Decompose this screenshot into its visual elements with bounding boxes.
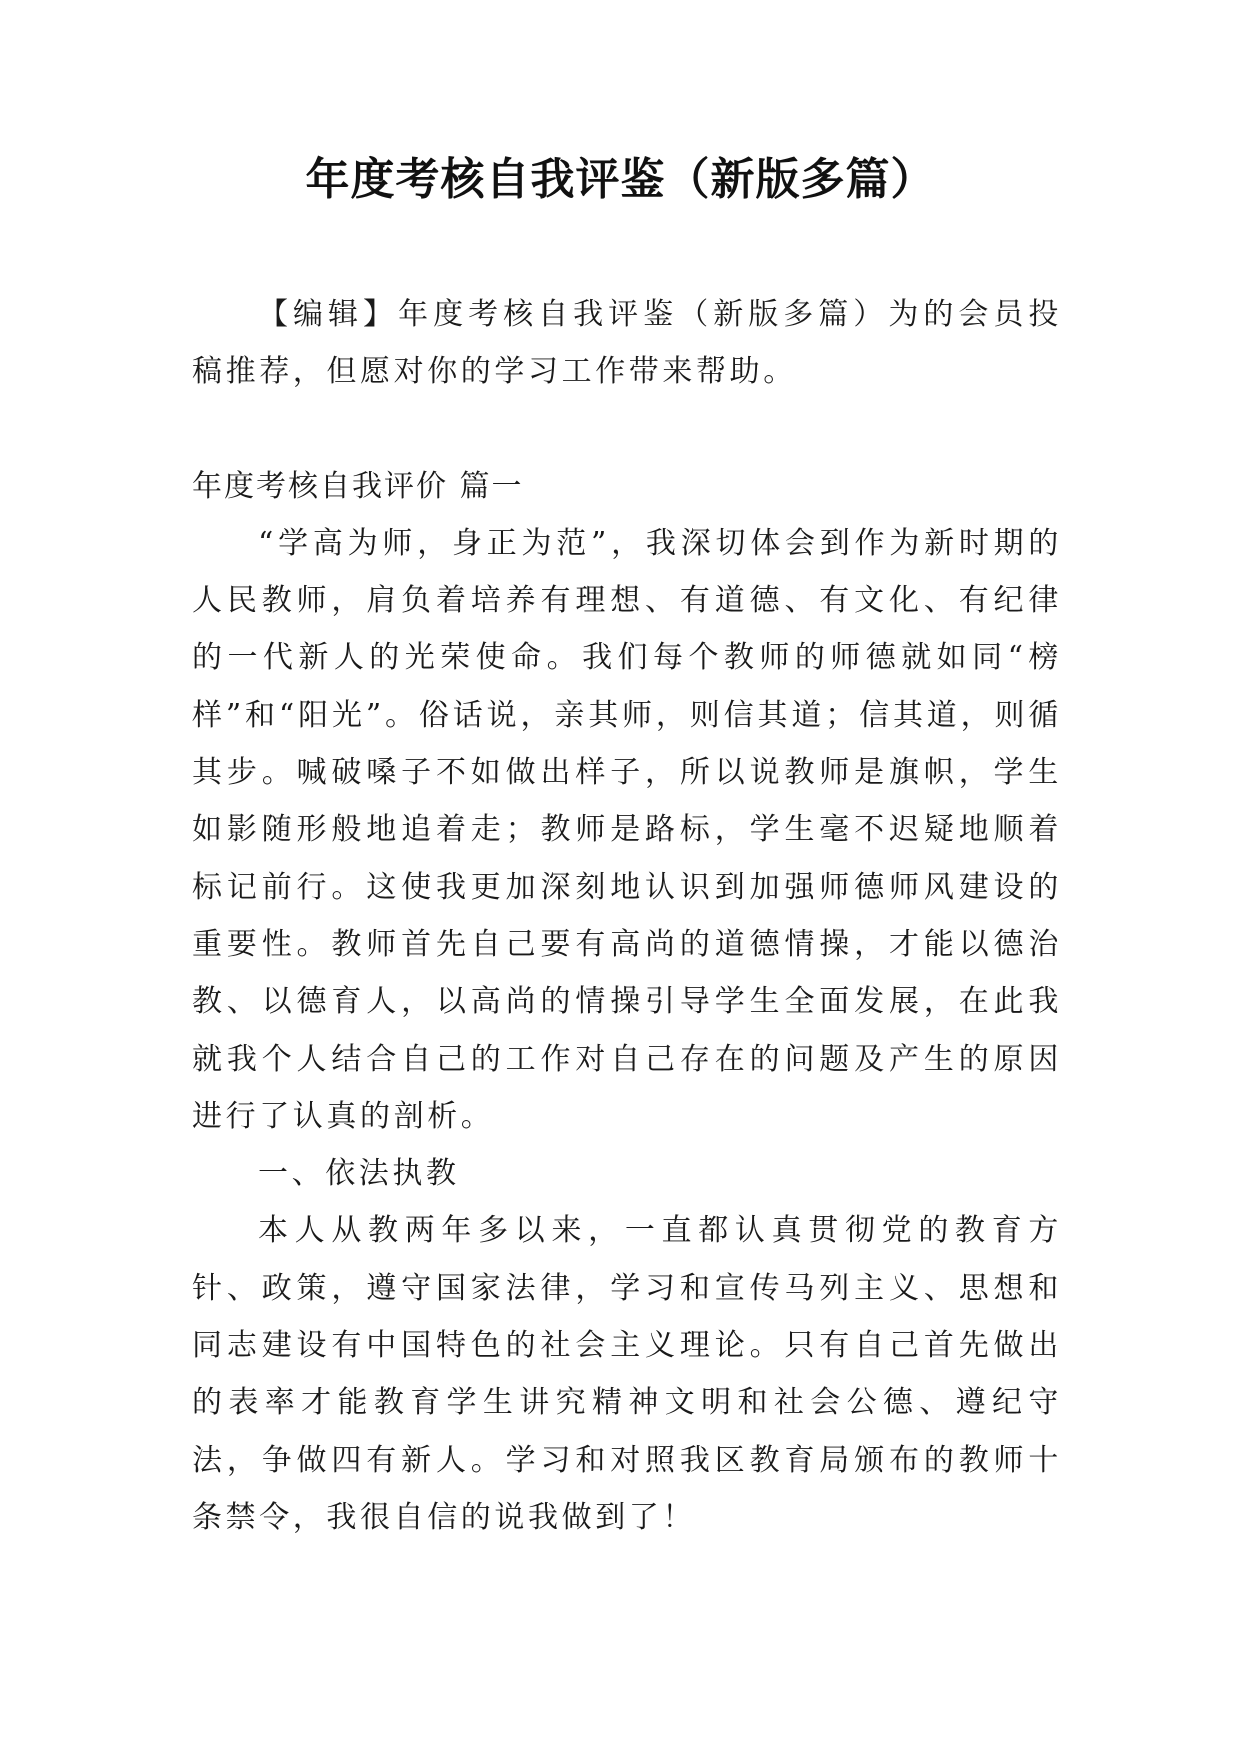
body-paragraph-1: “学高为师，身正为范”，我深切体会到作为新时期的人民教师，肩负着培养有理想、有道德、有文化、有纪律的一代新人的光荣使命。我们每个教师的师德就如同“榜样”和“阳光”。俗话说，亲其师，则信其道；信其道，则循其步。喊破嗓子不如做出样子，所以说教师是旗帜，学生如影随形般地追着走；教师是路标，学生毫不迟疑地顺着标记前行。这使我更加深刻地认识到加强师德师风建设的重要性。教师首先自己要有高尚的道德情操，才能以德治教、以德育人，以高尚的情操引导学生全面发展，在此我就我个人结合自己的工作对自己存在的问题及产生的原因进行了认真的剖析。	[192, 525, 1062, 1134]
section-title: 年度考核自我评价 篇一	[192, 468, 524, 504]
document-body	[192, 286, 1062, 1546]
intro-paragraph: 【编辑】年度考核自我评鉴（新版多篇）为的会员投稿推荐，但愿对你的学习工作带来帮助。	[192, 297, 1062, 390]
body-paragraph-2: 本人从教两年多以来，一直都认真贯彻党的教育方针、政策，遵守国家法律，学习和宣传马列主义、思想和同志建设有中国特色的社会主义理论。只有自己首先做出的表率才能教育学生讲究精神文明和社会公德、遵纪守法，争做四有新人。学习和对照我区教育局颁布的教师十条禁令，我很自信的说我做到了！	[192, 1213, 1062, 1535]
subheading-rule-of-law: 一、依法执教	[258, 1156, 460, 1192]
document-title: 年度考核自我评鉴（新版多篇）	[305, 154, 936, 205]
paragraph-spacer	[192, 401, 1062, 458]
